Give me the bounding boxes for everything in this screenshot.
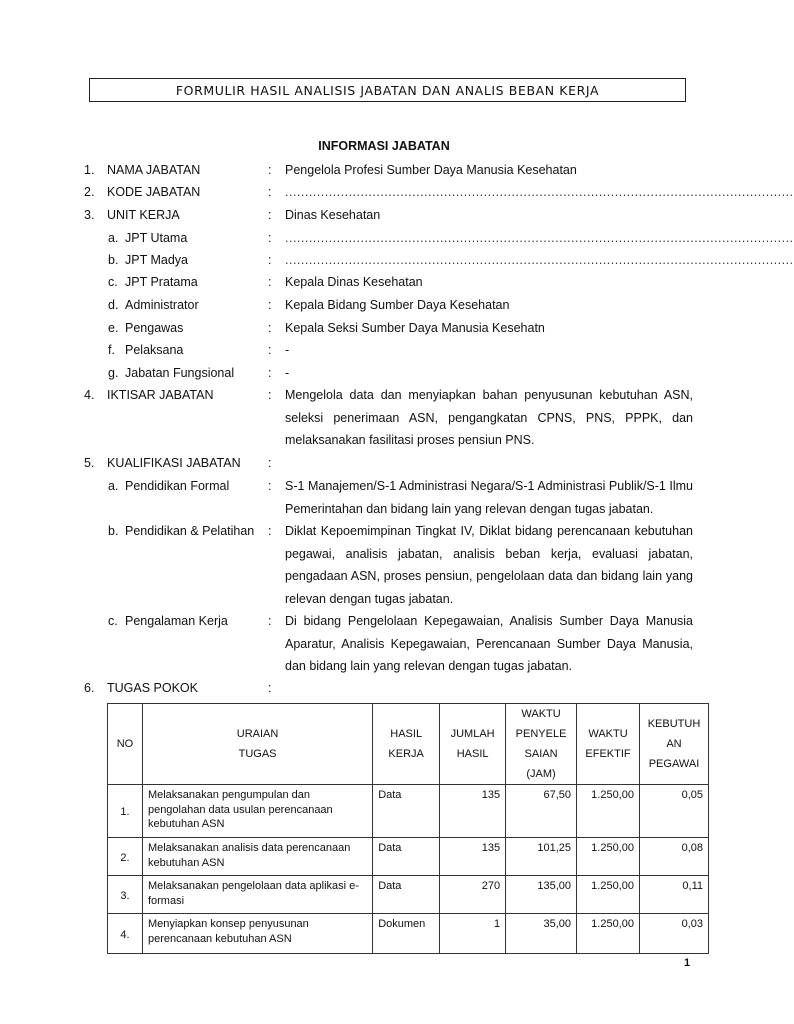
item-letter: a.: [108, 231, 119, 245]
item-letter: f.: [108, 343, 115, 357]
header-waktu-efektif: WAKTU EFEKTIF: [577, 704, 640, 785]
cell-kebutuhan: 0,03: [639, 914, 708, 954]
item-letter: d.: [108, 298, 119, 312]
cell-efektif: 1.250,00: [577, 914, 640, 954]
item-number: 1.: [84, 163, 95, 177]
field-value: Pengelola Profesi Sumber Daya Manusia Kesehatan: [285, 163, 577, 177]
cell-uraian: Melaksanakan pengumpulan dan pengolahan data usulan perencanaan kebutuhan ASN: [142, 785, 372, 838]
item-letter: b.: [108, 253, 119, 267]
field-value: Kepala Bidang Sumber Daya Kesehatan: [285, 298, 510, 312]
field-colon: :: [268, 456, 272, 470]
header-jumlah-hasil: JUMLAH HASIL: [440, 704, 506, 785]
field-label: UNIT KERJA: [107, 208, 180, 222]
item-number: 5.: [84, 456, 95, 470]
field-colon: :: [268, 298, 272, 312]
cell-hasil: Data: [373, 876, 440, 914]
cell-uraian: Melaksanakan pengelolaan data aplikasi e- formasi: [142, 876, 372, 914]
item-number: 6.: [84, 681, 95, 695]
item-letter: e.: [108, 321, 119, 335]
blank-dotted-line: ................................................................................................................................: [285, 231, 794, 245]
field-colon: :: [268, 388, 272, 402]
field-colon: :: [268, 275, 272, 289]
field-value: -: [285, 366, 290, 380]
field-colon: :: [268, 185, 272, 199]
field-colon: :: [268, 208, 272, 222]
table-row: [108, 876, 709, 914]
cell-jumlah: 135: [440, 838, 506, 876]
field-colon: :: [268, 366, 272, 380]
cell-hasil: Data: [373, 785, 440, 838]
item-number: 4.: [84, 388, 95, 402]
field-label: Administrator: [125, 298, 199, 312]
iktisar-paragraph: [285, 384, 693, 452]
cell-uraian: Melaksanakan analisis data perencanaan kebutuhan ASN: [142, 838, 372, 876]
field-colon: :: [268, 524, 272, 538]
cell-jumlah: 270: [440, 876, 506, 914]
field-label: Pendidikan Formal: [125, 479, 230, 493]
field-colon: :: [268, 614, 272, 628]
paragraph-line: dan bidang lain yang relevan dengan tugas jabatan.: [285, 659, 573, 673]
header-hasil-kerja: HASIL KERJA: [373, 704, 440, 785]
form-title: FORMULIR HASIL ANALISIS JABATAN DAN ANALIS BEBAN KERJA: [89, 78, 686, 102]
field-value: Dinas Kesehatan: [285, 208, 381, 222]
pengalaman-kerja-paragraph: [285, 610, 693, 678]
field-label: Pengalaman Kerja: [125, 614, 228, 628]
field-colon: :: [268, 681, 272, 695]
cell-no: 4.: [108, 914, 143, 954]
paragraph-line: pengadaan ASN, proses pensiun, pengelolaan data dan bidang lain yang: [285, 569, 693, 583]
paragraph-line: Pemerintahan dan bidang lain yang relevan dengan tugas jabatan.: [285, 501, 654, 516]
item-number: 2.: [84, 185, 95, 199]
item-number: 3.: [84, 208, 95, 222]
paragraph-line: Diklat Kepoemimpinan Tingkat IV, Diklat bidang perencanaan kebutuhan: [285, 524, 693, 538]
field-colon: :: [268, 479, 272, 493]
paragraph-line: S-1 Manajemen/S-1 Administrasi Negara/S-1 Administrasi Publik/S-1 Ilmu: [285, 479, 693, 493]
cell-waktu: 67,50: [506, 785, 577, 838]
field-label: JPT Utama: [125, 231, 188, 245]
item-letter: c.: [108, 275, 118, 289]
header-uraian-tugas: URAIAN TUGAS: [142, 704, 372, 785]
cell-no: 3.: [108, 876, 143, 914]
field-label: Pendidikan & Pelatihan: [125, 524, 255, 538]
blank-dotted-line: ................................................................................................................................: [285, 185, 794, 199]
field-label: Pengawas: [125, 321, 184, 335]
header-waktu-penyelesaian: WAKTU PENYELE SAIAN (JAM): [506, 704, 577, 785]
field-label: Jabatan Fungsional: [125, 366, 235, 380]
field-label: JPT Madya: [125, 253, 188, 267]
cell-efektif: 1.250,00: [577, 785, 640, 838]
item-letter: a.: [108, 479, 119, 493]
paragraph-line: Di bidang Pengelolaan Kepegawaian, Analisis Sumber Daya Manusia: [285, 614, 693, 628]
cell-no: 1.: [108, 785, 143, 838]
cell-kebutuhan: 0,05: [639, 785, 708, 838]
cell-jumlah: 135: [440, 785, 506, 838]
field-value: Kepala Dinas Kesehatan: [285, 275, 423, 289]
paragraph-line: Aparatur, Analisis Kepegawaian, Perencanaan Sumber Daya Manusia,: [285, 636, 693, 651]
cell-jumlah: 1: [440, 914, 506, 954]
field-label: Pelaksana: [125, 343, 184, 357]
section-title: INFORMASI JABATAN: [318, 139, 450, 153]
blank-dotted-line: ................................................................................................................................: [285, 253, 794, 267]
cell-no: 2.: [108, 838, 143, 876]
field-label: JPT Pratama: [125, 275, 198, 289]
cell-hasil: Dokumen: [373, 914, 440, 954]
field-colon: :: [268, 231, 272, 245]
cell-uraian: Menyiapkan konsep penyusunan perencanaan kebutuhan ASN: [142, 914, 372, 954]
cell-waktu: 101,25: [506, 838, 577, 876]
header-kebutuhan-pegawai: KEBUTUH AN PEGAWAI: [639, 704, 708, 785]
table-row: [108, 914, 709, 954]
cell-hasil: Data: [373, 838, 440, 876]
paragraph-line: seleksi penerimaan ASN, pengangkatan CPNS, PNS, PPPK, dan: [285, 410, 693, 425]
field-label: NAMA JABATAN: [107, 163, 201, 177]
header-no: NO: [108, 704, 143, 785]
paragraph-line: melaksanakan fasilitasi proses pensiun PNS.: [285, 433, 535, 447]
field-colon: :: [268, 321, 272, 335]
table-row: [108, 838, 709, 876]
cell-kebutuhan: 0,11: [639, 876, 708, 914]
field-label: KUALIFIKASI JABATAN: [107, 456, 241, 470]
paragraph-line: Mengelola data dan menyiapkan bahan penyusunan kebutuhan ASN,: [285, 388, 693, 402]
paragraph-line: relevan dengan tugas jabatan.: [285, 591, 454, 606]
item-letter: g.: [108, 366, 119, 380]
field-value: Kepala Seksi Sumber Daya Manusia Kesehatn: [285, 321, 545, 335]
field-label: IKTISAR JABATAN: [107, 388, 214, 402]
cell-efektif: 1.250,00: [577, 876, 640, 914]
cell-waktu: 35,00: [506, 914, 577, 954]
item-letter: b.: [108, 524, 119, 538]
item-letter: c.: [108, 614, 118, 628]
page-number: 1: [684, 957, 691, 969]
tasks-table: [107, 703, 709, 954]
paragraph-line: pegawai, analisis jabatan, analisis beban kerja, evaluasi jabatan,: [285, 546, 693, 561]
table-row: [108, 785, 709, 838]
field-label: KODE JABATAN: [107, 185, 201, 199]
field-colon: :: [268, 163, 272, 177]
cell-kebutuhan: 0,08: [639, 838, 708, 876]
field-colon: :: [268, 253, 272, 267]
pendidikan-pelatihan-paragraph: [285, 520, 693, 610]
field-colon: :: [268, 343, 272, 357]
cell-efektif: 1.250,00: [577, 838, 640, 876]
table-header-row: [108, 704, 709, 785]
pendidikan-formal-paragraph: [285, 475, 693, 520]
cell-waktu: 135,00: [506, 876, 577, 914]
field-value: -: [285, 343, 290, 357]
field-label: TUGAS POKOK: [107, 681, 198, 695]
